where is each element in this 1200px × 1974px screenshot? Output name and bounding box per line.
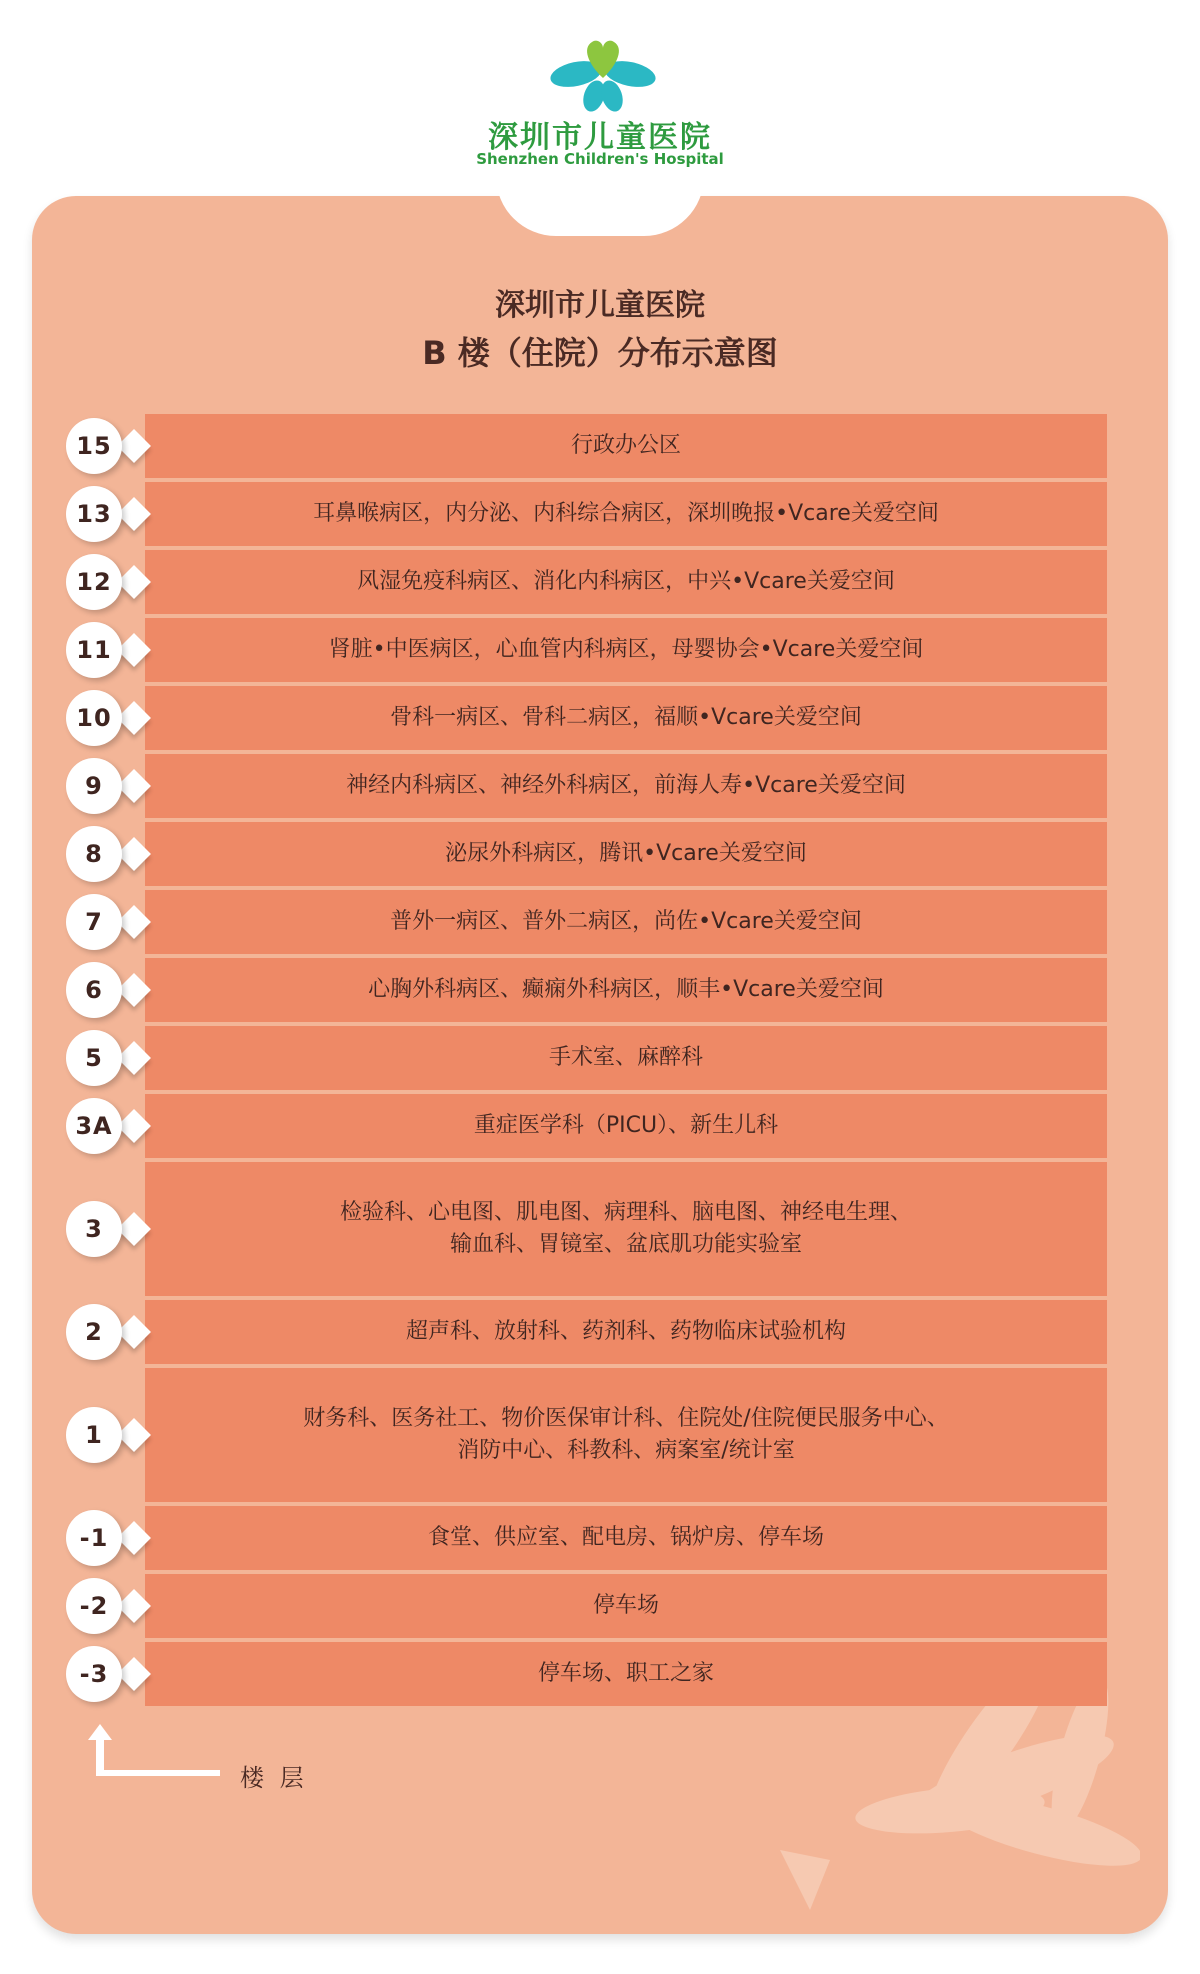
floor-departments xyxy=(145,1300,1107,1364)
floor-department-line: 超声科、放射科、药剂科、药物临床试验机构 xyxy=(405,1319,846,1344)
floor-row xyxy=(0,686,1200,750)
up-arrow-icon xyxy=(86,1720,226,1780)
floor-department-line: 神经内科病区、神经外科病区，前海人寿•Vcare关爱空间 xyxy=(346,773,906,798)
floor-departments xyxy=(145,822,1107,886)
floor-number-badge: 6 xyxy=(66,962,122,1018)
floor-row xyxy=(0,482,1200,546)
floor-departments xyxy=(145,618,1107,682)
floor-department-line: 肾脏•中医病区，心血管内科病区，母婴协会•Vcare关爱空间 xyxy=(328,637,924,662)
floor-number-badge: 13 xyxy=(66,486,122,542)
floor-row xyxy=(0,414,1200,478)
floor-department-line: 输血科、胃镜室、盆底肌功能实验室 xyxy=(449,1232,802,1257)
floor-number-badge: 7 xyxy=(66,894,122,950)
floor-row xyxy=(0,618,1200,682)
floor-row xyxy=(0,550,1200,614)
floor-department-line: 重症医学科（PICU）、新生儿科 xyxy=(473,1113,779,1138)
floor-department-line: 食堂、供应室、配电房、锅炉房、停车场 xyxy=(427,1525,824,1550)
floor-department-line: 心胸外科病区、癫痫外科病区，顺丰•Vcare关爱空间 xyxy=(368,977,884,1002)
floor-number-badge: 3A xyxy=(66,1098,122,1154)
logo-name-cn: 深圳市儿童医院 xyxy=(488,120,712,155)
floor-row xyxy=(0,1368,1200,1502)
floor-department-line: 风湿免疫科病区、消化内科病区，中兴•Vcare关爱空间 xyxy=(357,569,895,594)
floor-department-line: 泌尿外科病区，腾讯•Vcare关爱空间 xyxy=(445,841,807,866)
page-title: 深圳市儿童医院 xyxy=(495,288,705,323)
floor-number-badge: 15 xyxy=(66,418,122,474)
floor-row xyxy=(0,1162,1200,1296)
floor-legend-label: 楼 层 xyxy=(240,1764,308,1792)
floor-departments xyxy=(145,1026,1107,1090)
floor-number-badge: 5 xyxy=(66,1030,122,1086)
floor-row xyxy=(0,1574,1200,1638)
floor-number-badge: -2 xyxy=(66,1578,122,1634)
floor-departments xyxy=(145,1094,1107,1158)
floor-number-badge: -3 xyxy=(66,1646,122,1702)
floor-row xyxy=(0,958,1200,1022)
floor-number-badge: 12 xyxy=(66,554,122,610)
floor-row xyxy=(0,1300,1200,1364)
floor-department-line: 手术室、麻醉科 xyxy=(548,1045,703,1070)
page-subtitle: B 楼（住院）分布示意图 xyxy=(422,334,778,372)
floor-row xyxy=(0,890,1200,954)
floor-departments xyxy=(145,1506,1107,1570)
floor-department-line: 停车场 xyxy=(592,1593,659,1618)
floor-row xyxy=(0,1094,1200,1158)
floor-department-line: 停车场、职工之家 xyxy=(537,1661,714,1686)
floor-department-line: 检验科、心电图、肌电图、病理科、脑电图、神经电生理、 xyxy=(339,1200,912,1225)
floor-department-line: 财务科、医务社工、物价医保审计科、住院处/住院便民服务中心、 xyxy=(303,1406,949,1431)
floor-number-badge: 1 xyxy=(66,1407,122,1463)
floor-departments xyxy=(145,414,1107,478)
floor-departments xyxy=(145,890,1107,954)
floor-department-line: 普外一病区、普外二病区，尚佐•Vcare关爱空间 xyxy=(390,909,862,934)
floor-row xyxy=(0,1642,1200,1706)
floor-departments xyxy=(145,1574,1107,1638)
floor-department-line: 耳鼻喉病区，内分泌、内科综合病区，深圳晚报•Vcare关爱空间 xyxy=(313,501,939,526)
floor-department-line: 消防中心、科教科、病案室/统计室 xyxy=(457,1438,795,1463)
floor-departments xyxy=(145,754,1107,818)
floor-row xyxy=(0,1506,1200,1570)
floor-departments xyxy=(145,686,1107,750)
floor-number-badge: 11 xyxy=(66,622,122,678)
floor-row xyxy=(0,822,1200,886)
floor-number-badge: -1 xyxy=(66,1510,122,1566)
floor-departments xyxy=(145,482,1107,546)
floor-departments xyxy=(145,1642,1107,1706)
floor-row xyxy=(0,1026,1200,1090)
floor-department-line: 行政办公区 xyxy=(570,433,681,458)
floor-number-badge: 3 xyxy=(66,1201,122,1257)
floor-number-badge: 10 xyxy=(66,690,122,746)
floor-department-line: 骨科一病区、骨科二病区，福顺•Vcare关爱空间 xyxy=(390,705,862,730)
floor-number-badge: 2 xyxy=(66,1304,122,1360)
floor-number-badge: 9 xyxy=(66,758,122,814)
floor-number-badge: 8 xyxy=(66,826,122,882)
floor-departments xyxy=(145,958,1107,1022)
floor-departments xyxy=(145,550,1107,614)
floor-row xyxy=(0,754,1200,818)
logo-name-en: Shenzhen Children's Hospital xyxy=(476,150,724,168)
floor-departments xyxy=(145,1368,1107,1502)
floor-departments xyxy=(145,1162,1107,1296)
